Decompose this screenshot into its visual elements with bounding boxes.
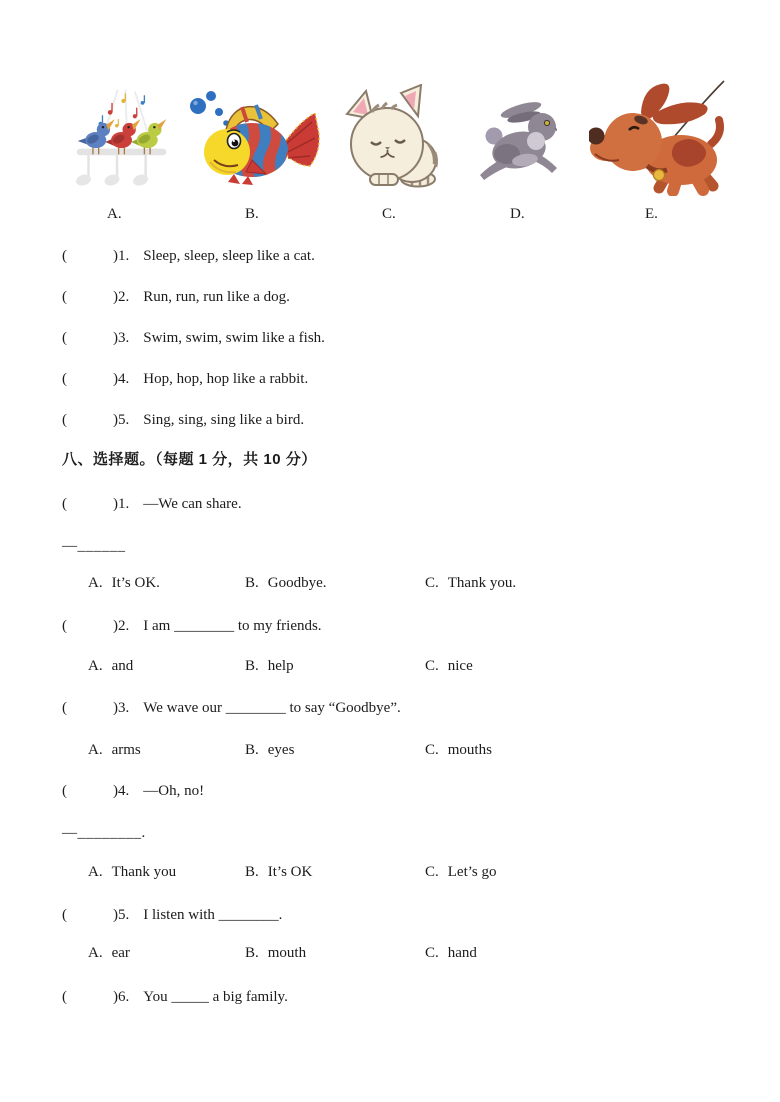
- option-text: mouths: [447, 742, 492, 758]
- picture-d-hopping-rabbit: [477, 90, 569, 186]
- option-c: [425, 656, 473, 676]
- option-text: and: [111, 658, 134, 674]
- question-number: )4.: [113, 371, 130, 387]
- option-a: [88, 740, 141, 760]
- answer-paren: (: [62, 618, 67, 634]
- option-text: It’s OK: [267, 864, 313, 880]
- option-label: A.: [88, 742, 103, 758]
- question-text: We wave our ________ to say “Goodbye”.: [143, 700, 401, 716]
- option-text: mouth: [267, 945, 307, 961]
- option-text: nice: [447, 658, 473, 674]
- options-row-3: [0, 740, 780, 760]
- tropical-fish-illustration: [182, 86, 322, 196]
- question-number: )3.: [113, 700, 130, 716]
- picture-label-b: B.: [245, 206, 259, 222]
- running-dog-illustration: [589, 78, 725, 196]
- picture-label-d: D.: [510, 206, 525, 222]
- option-text: Let’s go: [447, 864, 497, 880]
- answer-paren: (: [62, 907, 67, 923]
- picture-e-running-dog: [589, 78, 725, 196]
- option-c: [425, 862, 497, 882]
- option-text: hand: [447, 945, 477, 961]
- answer-paren: (: [62, 330, 67, 346]
- question-text: Hop, hop, hop like a rabbit.: [143, 371, 309, 387]
- reply-line-4: —________.: [62, 825, 146, 841]
- matching-item-5: [62, 410, 304, 430]
- option-label: C.: [425, 575, 439, 591]
- question-text: Swim, swim, swim like a fish.: [143, 330, 325, 346]
- option-label: C.: [425, 945, 439, 961]
- option-label: A.: [88, 945, 103, 961]
- question-text: —Oh, no!: [143, 783, 205, 799]
- answer-paren: (: [62, 496, 67, 512]
- choice-question-1: [62, 494, 242, 514]
- question-number: )1.: [113, 496, 130, 512]
- choice-question-5: [62, 905, 282, 925]
- option-text: Goodbye.: [267, 575, 327, 591]
- picture-label-e: E.: [645, 206, 658, 222]
- picture-label-a: A.: [107, 206, 122, 222]
- choice-question-6: [62, 987, 288, 1007]
- option-label: B.: [245, 945, 259, 961]
- option-label: C.: [425, 742, 439, 758]
- question-number: )4.: [113, 783, 130, 799]
- option-label: B.: [245, 658, 259, 674]
- option-text: Thank you: [111, 864, 177, 880]
- question-number: )2.: [113, 618, 130, 634]
- option-label: C.: [425, 658, 439, 674]
- reply-line-1: —______: [62, 538, 126, 554]
- option-b: [245, 943, 306, 963]
- option-a: [88, 862, 176, 882]
- question-text: I am ________ to my friends.: [143, 618, 322, 634]
- option-a: [88, 656, 133, 676]
- option-text: Thank you.: [447, 575, 517, 591]
- option-label: A.: [88, 658, 103, 674]
- question-text: Run, run, run like a dog.: [143, 289, 290, 305]
- options-row-1: [0, 573, 780, 593]
- question-text: I listen with ________.: [143, 907, 283, 923]
- question-number: )5.: [113, 907, 130, 923]
- option-c: [425, 740, 492, 760]
- options-row-4: [0, 862, 780, 882]
- picture-a-singing-birds: [72, 85, 172, 197]
- picture-b-tropical-fish: [182, 86, 322, 196]
- option-a: [88, 943, 130, 963]
- question-number: )3.: [113, 330, 130, 346]
- answer-paren: (: [62, 289, 67, 305]
- choice-question-4: [62, 781, 204, 801]
- option-label: A.: [88, 575, 103, 591]
- options-row-5: [0, 943, 780, 963]
- option-text: eyes: [267, 742, 295, 758]
- option-b: [245, 656, 294, 676]
- question-number: )1.: [113, 248, 130, 264]
- answer-paren: (: [62, 700, 67, 716]
- question-text: You _____ a big family.: [143, 989, 288, 1005]
- option-text: ear: [111, 945, 130, 961]
- option-b: [245, 573, 327, 593]
- matching-item-2: [62, 287, 290, 307]
- choice-question-3: [62, 698, 401, 718]
- picture-label-c: C.: [382, 206, 396, 222]
- option-c: [425, 573, 516, 593]
- question-number: )6.: [113, 989, 130, 1005]
- option-label: C.: [425, 864, 439, 880]
- option-label: A.: [88, 864, 103, 880]
- option-b: [245, 862, 312, 882]
- question-text: Sleep, sleep, sleep like a cat.: [143, 248, 315, 264]
- answer-paren: (: [62, 371, 67, 387]
- option-a: [88, 573, 160, 593]
- option-label: B.: [245, 864, 259, 880]
- answer-paren: (: [62, 248, 67, 264]
- answer-paren: (: [62, 412, 67, 428]
- option-label: B.: [245, 742, 259, 758]
- matching-item-1: [62, 246, 315, 266]
- picture-c-sleeping-cat: [342, 84, 442, 190]
- sleeping-cat-illustration: [342, 84, 442, 190]
- question-number: )5.: [113, 412, 130, 428]
- matching-item-4: [62, 369, 308, 389]
- option-text: It’s OK.: [111, 575, 160, 591]
- question-text: Sing, sing, sing like a bird.: [143, 412, 305, 428]
- matching-item-3: [62, 328, 325, 348]
- answer-paren: (: [62, 989, 67, 1005]
- answer-paren: (: [62, 783, 67, 799]
- option-label: B.: [245, 575, 259, 591]
- option-b: [245, 740, 294, 760]
- singing-birds-illustration: [72, 85, 172, 197]
- section-heading: 八、选择题。（每题 1 分，共 10 分）: [62, 451, 317, 468]
- choice-question-2: [62, 616, 322, 636]
- option-text: arms: [111, 742, 141, 758]
- question-text: —We can share.: [143, 496, 242, 512]
- option-text: help: [267, 658, 294, 674]
- option-c: [425, 943, 477, 963]
- hopping-rabbit-illustration: [477, 90, 569, 186]
- options-row-2: [0, 656, 780, 676]
- question-number: )2.: [113, 289, 130, 305]
